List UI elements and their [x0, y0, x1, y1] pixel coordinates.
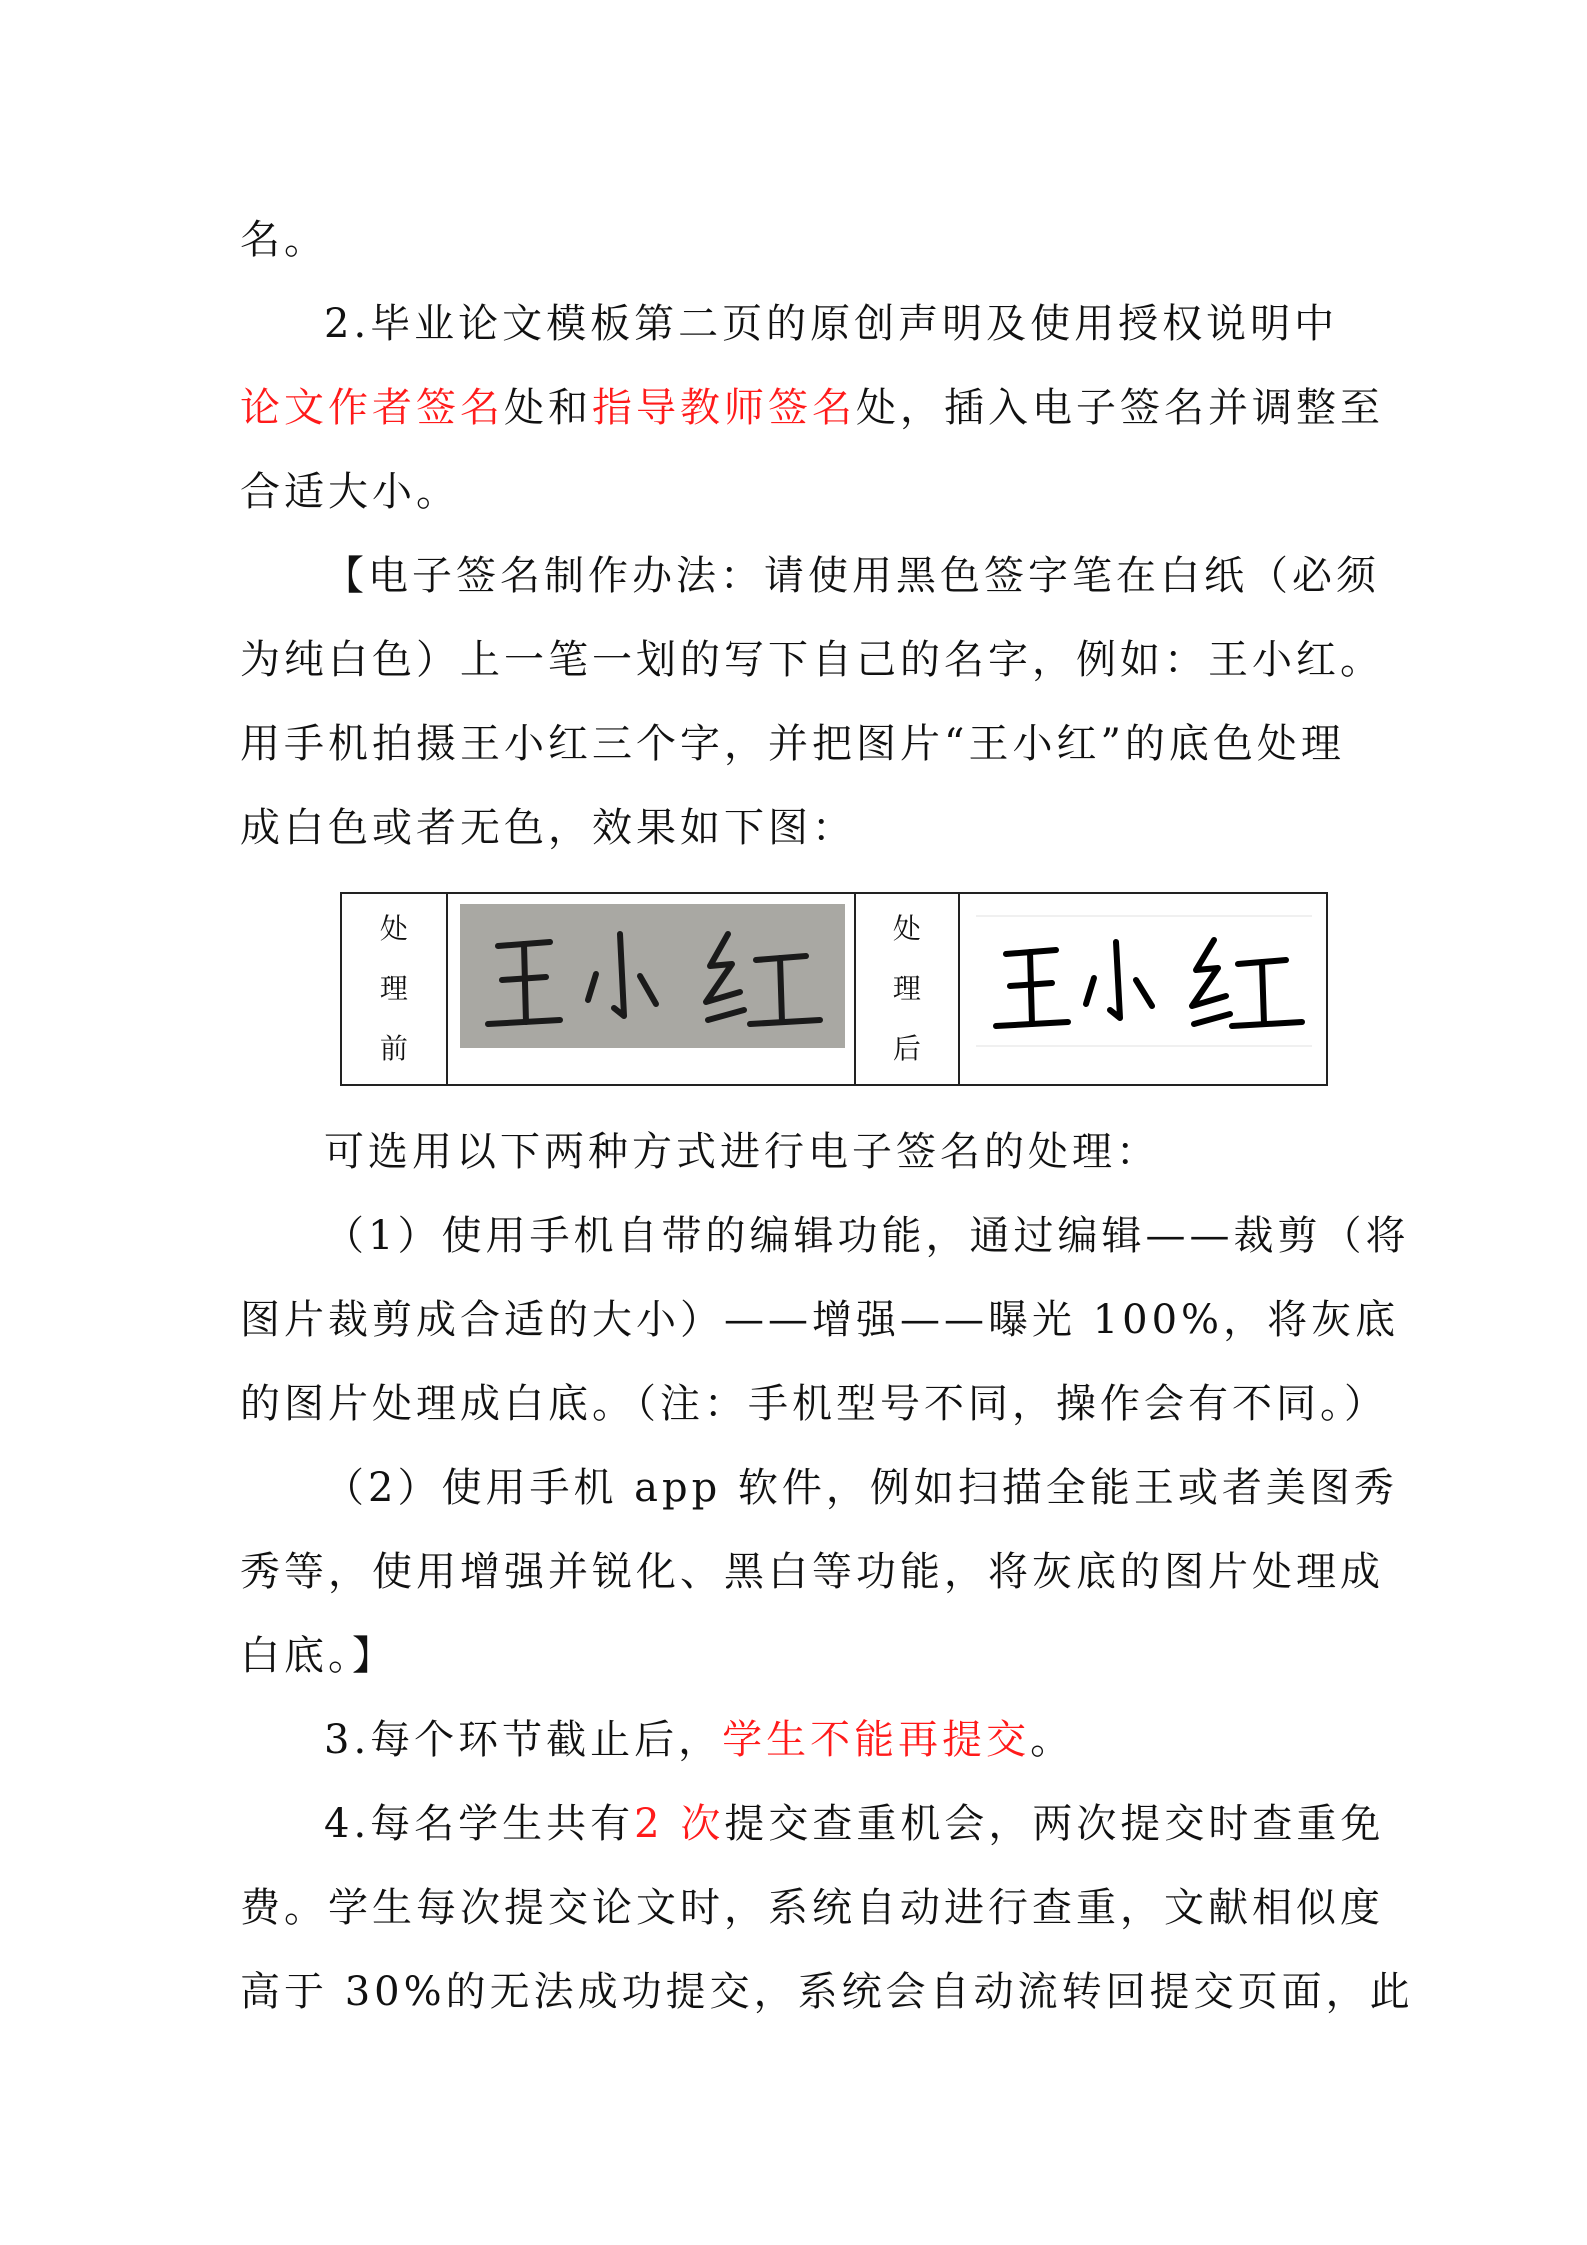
after-label-char: 后 — [892, 1032, 921, 1065]
text-fragment: 3.每个环节截止后， — [324, 1717, 723, 1763]
signature-comparison-table — [340, 892, 1328, 1086]
before-image-cell — [446, 894, 854, 1084]
paragraph-line — [324, 1712, 1434, 1768]
paragraph-line: 2.毕业论文模板第二页的原创声明及使用授权说明中 — [324, 301, 1339, 347]
text-fragment: 。 — [1030, 1717, 1075, 1763]
text-fragment: 提交查重机会，两次提交时查重免 — [724, 1801, 1385, 1847]
signature-photo-before — [460, 904, 845, 1048]
text-fragment: 处和 — [504, 385, 592, 431]
after-label-cell — [854, 894, 958, 1084]
paragraph-line: 图片裁剪成合适的大小）——增强——曝光 100%，将灰底 — [240, 1297, 1400, 1343]
paragraph-line: （1）使用手机自带的编辑功能，通过编辑——裁剪（将 — [324, 1213, 1410, 1259]
text-fragment: 4.每名学生共有 — [324, 1801, 635, 1847]
signature-image-after — [976, 912, 1312, 1052]
before-label-cell — [342, 894, 446, 1084]
before-label-char: 处 — [379, 912, 408, 945]
paragraph-line: 可选用以下两种方式进行电子签名的处理： — [324, 1129, 1160, 1175]
advisor-signature-highlight: 指导教师签名 — [592, 385, 856, 431]
paragraph-line: 合适大小。 — [240, 469, 460, 515]
paragraph-line: 的图片处理成白底。（注：手机型号不同，操作会有不同。） — [240, 1381, 1388, 1427]
two-times-highlight: 2 次 — [634, 1801, 725, 1847]
before-label-char: 理 — [379, 972, 408, 1005]
paragraph-line: 秀等，使用增强并锐化、黑白等功能，将灰底的图片处理成 — [240, 1549, 1384, 1595]
after-label-char: 理 — [892, 972, 921, 1005]
paragraph-line — [324, 1796, 1434, 1852]
paragraph-line: 用手机拍摄王小红三个字，并把图片“王小红”的底色处理 — [240, 721, 1345, 767]
after-image-cell — [958, 894, 1326, 1084]
paragraph-line — [240, 380, 1384, 436]
paragraph-line: （2）使用手机 app 软件，例如扫描全能王或者美图秀 — [324, 1465, 1398, 1511]
text-fragment: 处，插入电子签名并调整至 — [856, 385, 1384, 431]
no-resubmit-highlight: 学生不能再提交 — [722, 1717, 1031, 1763]
before-label-char: 前 — [379, 1032, 408, 1065]
paragraph-line: 为纯白色）上一笔一划的写下自己的名字，例如：王小红。 — [240, 637, 1384, 683]
paragraph-line: 成白色或者无色，效果如下图： — [240, 805, 856, 851]
paragraph-line: 名。 — [240, 217, 328, 263]
author-signature-highlight: 论文作者签名 — [240, 385, 504, 431]
paragraph-line: 白底。】 — [240, 1633, 396, 1679]
after-label-char: 处 — [892, 912, 921, 945]
paragraph-line: 高于 30%的无法成功提交，系统会自动流转回提交页面，此 — [240, 1969, 1414, 2015]
paragraph-line: 【电子签名制作办法：请使用黑色签字笔在白纸（必须 — [324, 553, 1380, 599]
paragraph-line: 费。学生每次提交论文时，系统自动进行查重，文献相似度 — [240, 1885, 1384, 1931]
